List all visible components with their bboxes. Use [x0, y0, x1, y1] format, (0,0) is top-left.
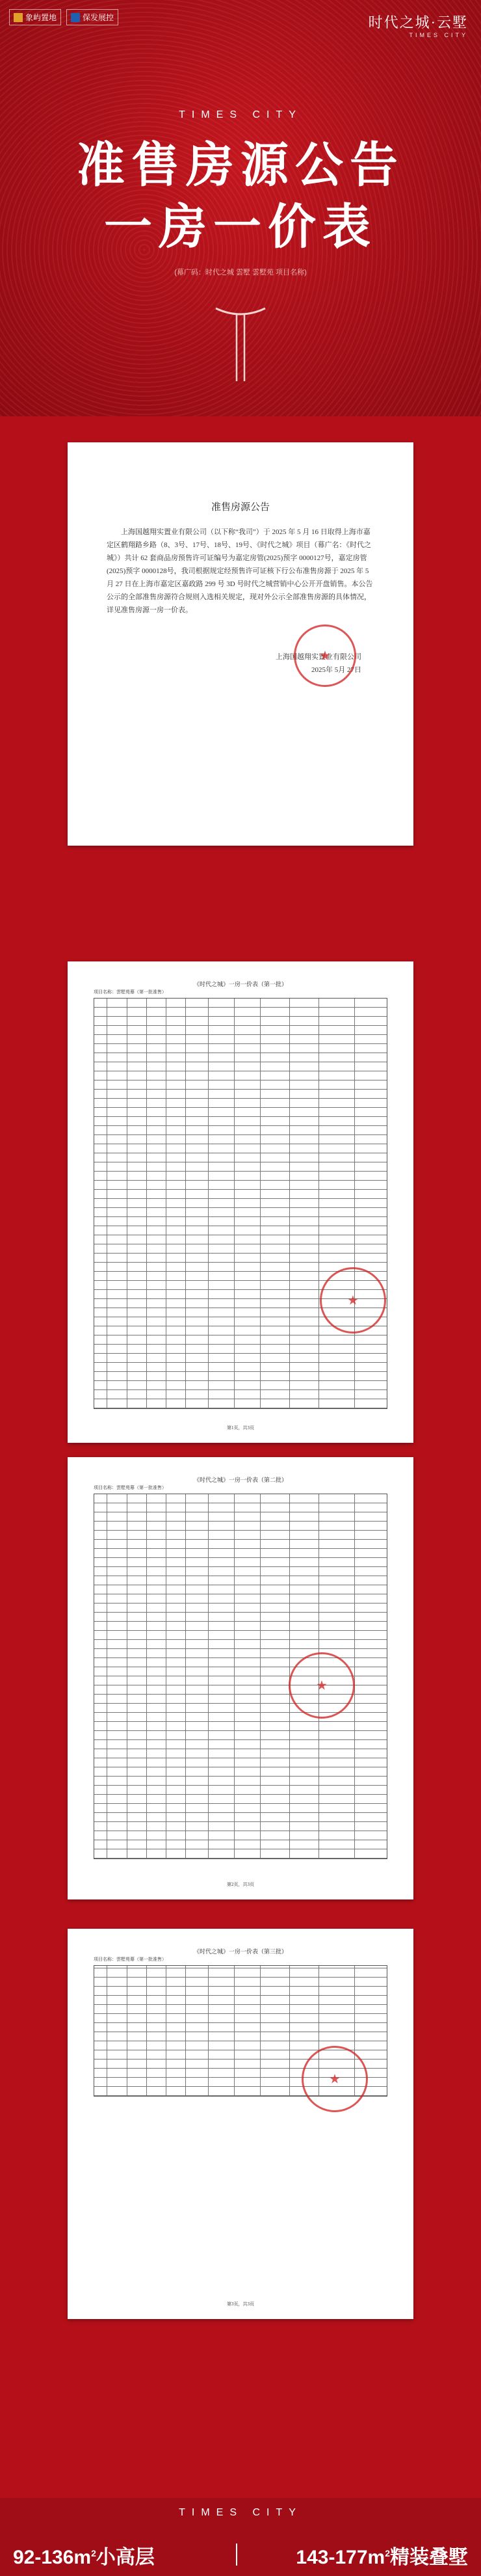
- notice-signature: 上海国越翔实置业有限公司 2025年 5月 27日: [276, 653, 361, 674]
- highrise-area-label: $92-136m^2$小高层: [13, 2547, 155, 2568]
- notice-body: 上海国越翔实置业有限公司（以下称“我司”）于 2025 年 5 月 16 日取得上海市嘉定区鹤翔路乡路（8、3号、17号、18号、19号、《时代之城》项目（幕广名：《时代之城》）共计 62 套商品房预售许可证编号为嘉定房管(2025)预字 0000127号，嘉定房管(2025)预字 0000128号，我司根据规定经预售许可证核下行公布准售房源于 2025 年 5 月 27 日在上海市嘉定区嘉政路 299 号 3D 号时代之城营销中心公开开盘销售。本公告公示的全部准售房源符合规则入选相关规定，现对外公示全部准售房源的具体情况，详见准售房源一房一价表。: [107, 528, 373, 614]
- times-city-wordmark: TIMES CITY: [179, 2507, 302, 2518]
- baofa-logo: 保发展控: [66, 9, 118, 25]
- presale-notice-document: [68, 442, 413, 846]
- company-seal-icon: [320, 1267, 386, 1334]
- developer-logos: [9, 9, 118, 25]
- sheet-meta: 项目名称：雲墅苑幕（第一批准售）: [94, 990, 166, 995]
- footer-divider: [236, 2543, 237, 2566]
- promo-caption: (幕广码：时代之城 雲墅 雲墅苑 项目名称): [174, 269, 307, 276]
- company-seal-icon: [302, 2046, 368, 2112]
- baofa-icon: [71, 13, 80, 22]
- notice-title: 准售房源公告: [211, 502, 270, 513]
- page-number: 第2页，共3页: [227, 1882, 254, 1887]
- sheet-title: 《时代之城》一房一价表（第三批）: [193, 1948, 287, 1955]
- price-table-grid: [94, 998, 387, 1409]
- sheet-meta: 项目名称：雲墅苑幕（第一批准售）: [94, 1957, 166, 1962]
- xr-land-logo: 象屿置地: [9, 9, 61, 25]
- price-table-page-3: [68, 1929, 413, 2319]
- sheet-meta: 项目名称：雲墅苑幕（第一批准售）: [94, 1486, 166, 1490]
- company-seal-icon: [294, 624, 356, 687]
- price-table-page-1: [68, 961, 413, 1443]
- company-seal-icon: [289, 1652, 355, 1719]
- footer-banner: [0, 2498, 481, 2576]
- sheet-title: 《时代之城》一房一价表（第一批）: [193, 981, 287, 987]
- page-number: 第1页，共3页: [227, 1425, 254, 1430]
- page-title: 准售房源公告: [77, 139, 404, 193]
- sheet-title: 《时代之城》一房一价表（第二批）: [193, 1477, 287, 1483]
- project-brand: 时代之城·云墅 TIMES CITY: [368, 14, 468, 38]
- hero-banner: [0, 0, 481, 416]
- times-city-wordmark: TIMES CITY: [179, 109, 302, 120]
- villa-area-label: $143-177m^2$精装叠墅: [296, 2547, 468, 2568]
- t-logo-icon: [214, 306, 266, 384]
- price-table-page-2: [68, 1457, 413, 1899]
- page-number: 第3页，共3页: [227, 2301, 254, 2307]
- xr-land-icon: [14, 13, 23, 22]
- page-subtitle: 一房一价表: [104, 201, 377, 254]
